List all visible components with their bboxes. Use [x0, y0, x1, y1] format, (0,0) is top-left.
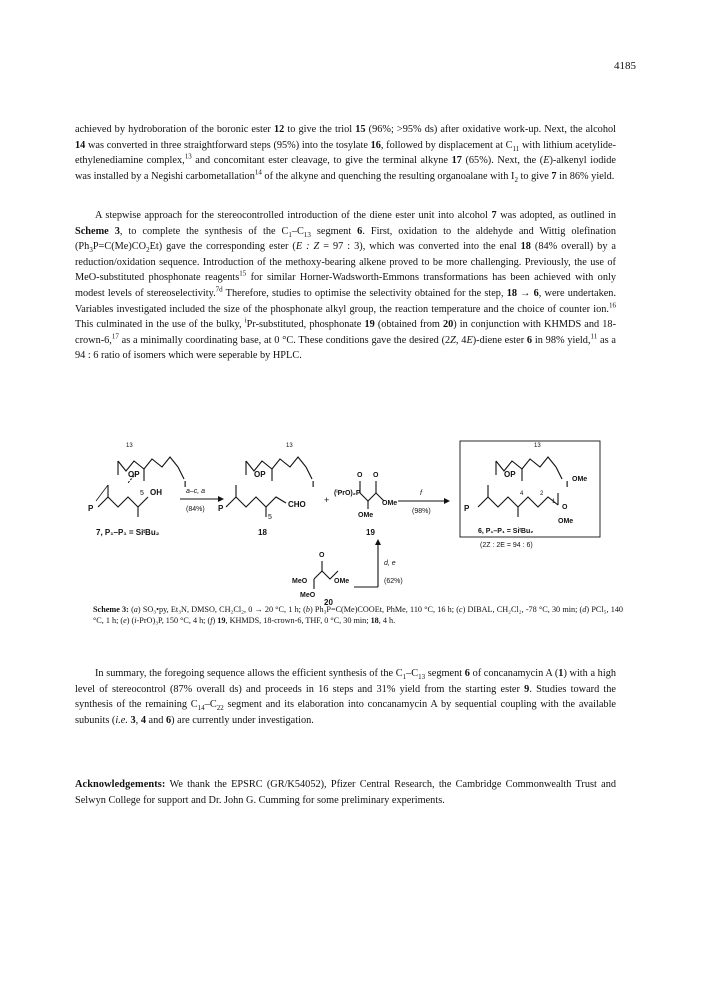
c13-label: 13 — [126, 443, 133, 449]
meo-label-20b: MeO — [300, 592, 316, 599]
ome-label-19a: OMe — [382, 500, 398, 507]
meo-label-20a: MeO — [292, 578, 308, 585]
oxygen-label-1: O — [357, 472, 363, 479]
c4-label: 4 — [520, 491, 524, 497]
compound-19-structure — [334, 472, 397, 537]
compound-6-ratio: (2Z : 2E = 94 : 6) — [480, 542, 533, 549]
arrow-3-yield: (62%) — [384, 578, 403, 585]
cho-label: CHO — [288, 500, 306, 509]
scheme-3-reaction-diagram — [78, 437, 618, 607]
c5-label-18: 5 — [268, 514, 272, 521]
paragraph-2: A stepwise approach for the stereocontrolled introduction of the diene ester unit into alcohol 7 was adopted, as outlined in Scheme 3, to complete the synthesis of the $C_1-C_{13}$ segment 6. First, oxidation to the aldehyde and Wittig olefination $(Ph_3P=C(Me)CO_2Et)$ gave the corresponding ester (E : Z = 97 : 3), which was converted into the enal 18 (84% overall) by a reduction/oxidation sequence. Introduction of the methoxy-bearing alkene proved to be more challenging. Previously, the use of MeO-substituted phosphonate reagents$^{15}$ for similar Horner-Wadsworth-Emmons transformations has been achieved with only modest levels of stereoselectivity.$^{7d}$ Therefore, studies to optimise the selectivity obtained for the step, 18 → 6, were undertaken. Variables investigated included the size of the phosphonate alkyl group, the reaction temperature and the choice of counter ion.$^{16}$ This culminated in the use of the bulky, $^i$Pr-substituted, phosphonate 19 (obtained from 20) in conjunction with KHMDS and 18-crown-6,17 as a minimally coordinating base, at 0 °C. These conditions gave the desired (2Z, 4E)-diene ester 6 in 98% yield,$^{11}$ as a 94 : 6 ratio of isomers which were seperable by HPLC. — [75, 210, 617, 362]
compound-18-label: 18 — [258, 528, 267, 537]
paragraph-3: In summary, the foregoing sequence allows the efficient synthesis of the $C_1-C_{13}$ segment 6 of concanamycin A (1) with a high level of stereocontrol (87% overall ds) and proceeds in 16 steps and 31% yield from the starting ester 9. Studies toward the synthesis of the remaining $C_{14}-C_{22}$ segment and its elaboration into concanamycin A by sequential coupling with the available subunits (i.e. 3, 4 and 6) are currently under investigation. — [75, 668, 617, 726]
arrow-1-yield: (84%) — [186, 506, 205, 513]
op1-label: OP — [128, 470, 140, 479]
scheme-caption: Scheme 3: (a) SO₃•py, Et₃N, DMSO, CH₂Cl₂, 0 → 20 °C, 1 h; (b) Ph₃P=C(Me)COOEt, PhMe, 110 °C, 16 h; (c) DIBAL, CH₂Cl₂, -78 °C, 30 min; (d) PCl₅, 140 °C, 1 h; (e) (i-PrO)₃P, 150 °C, 4 h; (f) 19, KHMDS, 18-crown-6, THF, 0 °C, 30 min; 18, 4 h. — [93, 605, 624, 625]
oxygen-label-2: O — [373, 472, 379, 479]
p1o-label-6: P — [464, 504, 470, 513]
compound-7-structure — [88, 443, 186, 537]
p1o-label-18: P — [218, 504, 224, 513]
page-number: 4185 — [614, 60, 636, 72]
iodine-label-6: I — [566, 480, 569, 489]
ome-label-19b: OMe — [358, 512, 374, 519]
c2-label: 2 — [540, 491, 544, 497]
oxygen-label-20: O — [319, 552, 325, 559]
c1-label: 1 — [552, 499, 556, 505]
oh-label: OH — [150, 488, 162, 497]
op1-label-6: OP — [504, 470, 516, 479]
c13-label-18: 13 — [286, 443, 293, 449]
compound-7-label: 7, P₁–P₁ = SiᵗBu₂ — [96, 528, 160, 537]
op1-label-18: OP — [254, 470, 266, 479]
compound-6-label: 6, P₁–P₁ = SiᵗBu₂ — [478, 528, 534, 535]
acknowledgements-heading: Acknowledgements: — [75, 779, 166, 790]
iodine-label: I — [184, 480, 187, 489]
oxygen-label-6: O — [562, 504, 568, 511]
ome-label-6b: OMe — [558, 518, 574, 525]
ome-label-20: OMe — [334, 578, 350, 585]
c13-label-6: 13 — [534, 443, 541, 449]
compound-6-box — [460, 441, 600, 537]
compound-20-label: 20 — [324, 598, 333, 607]
iPrO-label: (ⁱPrO)₂P — [334, 490, 361, 497]
compound-19-label: 19 — [366, 528, 375, 537]
c5-label: 5 — [140, 490, 144, 497]
arrow-1-conditions: a–c, a — [186, 488, 206, 495]
p1o-label: P — [88, 504, 94, 513]
compound-18-structure — [218, 443, 314, 537]
arrow-2-yield: (98%) — [412, 508, 431, 515]
arrow-3-conditions: d, e — [384, 560, 396, 567]
compound-20-structure — [292, 552, 349, 607]
arrow-2 — [398, 490, 450, 515]
arrow-3 — [354, 539, 403, 587]
arrow-2-conditions: f — [420, 490, 422, 497]
plus-sign: + — [324, 495, 330, 505]
paragraph-1: achieved by hydroboration of the boronic ester 12 to give the triol 15 (96%; >95% ds) after oxidative work-up. Next, the alcohol 14 was converted in three straightforward steps (95%) into the tosylate 16, followed by displacement at $C_{11}$ with lithium acetylide-ethylenediamine complex,$^{13}$ and concomitant ester cleavage, to give the terminal alkyne 17 (65%). Next, the (E)-alkenyl iodide was installed by a Negishi carbometallation$^{14}$ of the alkyne and quenching the resulting organoalane with $I_2$ to give 7 in 86% yield. — [75, 124, 617, 184]
acknowledgements — [75, 777, 616, 808]
ome-label-6a: OMe — [572, 476, 588, 483]
acknowledgements-text: We thank the EPSRC (GR/K54052), Pfizer Central Research, the Cambridge Commonwealth Trust and Selwyn College for support and Dr. John G. Cumming for some preliminary experiments. — [75, 779, 616, 806]
iodine-label-18: I — [312, 480, 315, 489]
